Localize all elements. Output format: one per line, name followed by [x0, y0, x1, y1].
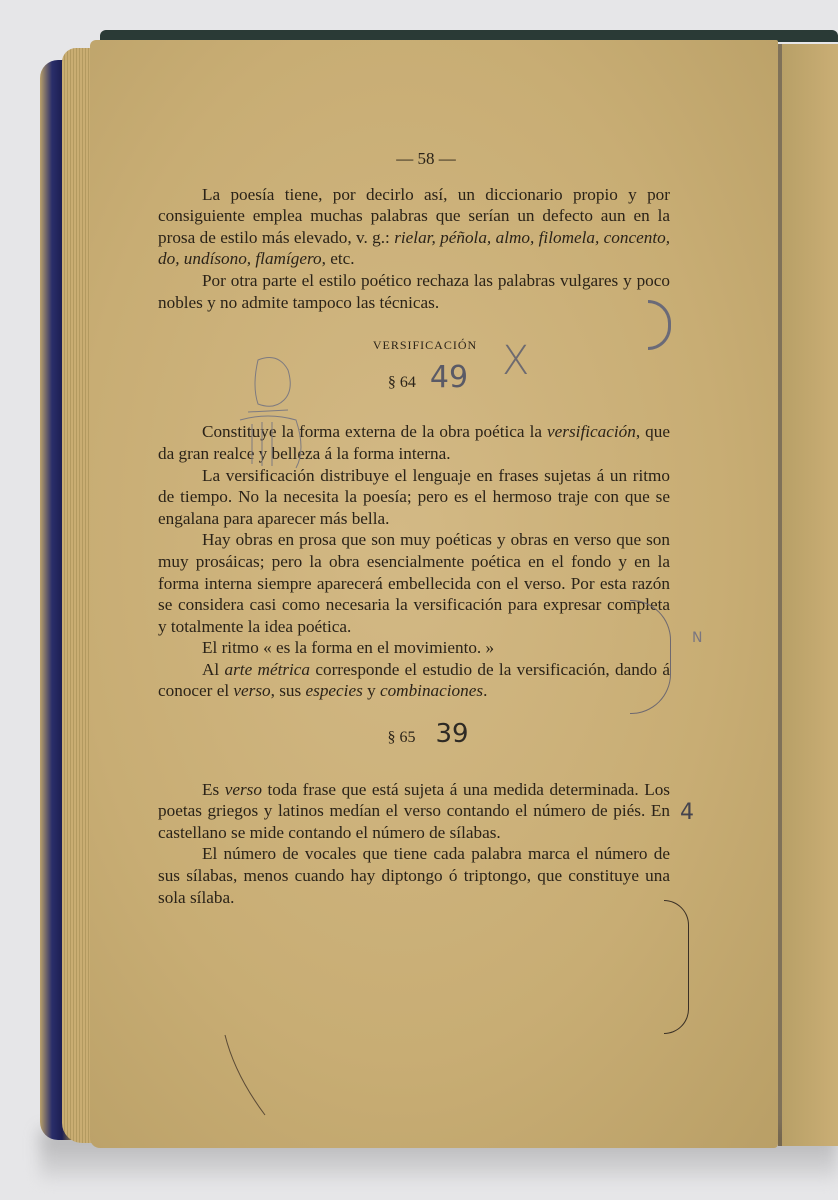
paragraph-versification-2: La versificación distribuye el lenguaje en frases sujetas á un ritmo de tiempo. No la necesita la poesía; pero es el hermoso traje con que se engalana para aparecer más bella. [158, 465, 670, 528]
section-heading: VERSIFICACIÓN [372, 338, 478, 353]
paragraph-syllables: El número de vocales que tiene cada palabra marca el número de sus sílabas, menos cuando hay diptongo ó triptongo, que constituye una sola sílaba. [158, 844, 670, 907]
pencil-note-mark: N [692, 630, 703, 646]
italic-term: verso [224, 779, 262, 799]
book-page-right-edge [782, 44, 838, 1146]
pencil-line-mark [220, 1030, 280, 1120]
handwritten-annotation: 49 [429, 359, 469, 395]
section-label: § 64 [387, 373, 416, 391]
paragraph-metric-art [158, 659, 670, 702]
section-number-65 [158, 719, 670, 750]
paragraph-text: . [483, 681, 488, 701]
paragraph-versification-3: Hay obras en prosa que son muy poéticas y obras en verso que son muy prosáicas; pero la obra esencialmente poética en el fondo y en la forma interna siempre aparecerá embellecida con el verso. Por esta razón se considera casi como necesaria la versificación para expresar completa y totalmente la idea poética. [158, 530, 670, 636]
paragraph-text: , que da gran realce y belleza á la forma interna. [158, 422, 670, 463]
italic-term: arte métrica [224, 659, 311, 679]
pencil-sketch-figure [218, 350, 318, 470]
pencil-note-mark: 4 [680, 800, 694, 825]
italic-term: versificación [547, 422, 636, 442]
pencil-cross-mark: X [502, 338, 530, 384]
paragraph-style: Por otra parte el estilo poético rechaza las palabras vulgares y poco nobles y no admite tampoco las técnicas. [158, 270, 670, 312]
paragraph-text: , etc. [321, 249, 355, 269]
section-label: § 65 [387, 729, 416, 747]
italic-term: verso [233, 681, 271, 701]
page-content [158, 148, 670, 908]
paragraph-text: toda frase que está sujeta á una medida determinada. Los poetas griegos y latinos medían el verso contando el número de piés. En castellano se mide contando el número de sílabas. [158, 779, 671, 842]
paragraph-vocabulary [158, 184, 670, 270]
paragraph-text: y [362, 681, 380, 701]
paragraph-rhythm: El ritmo « es la forma en el movimiento. » [202, 638, 495, 658]
paragraph-verse-definition [158, 779, 670, 844]
italic-term: combinaciones [379, 681, 484, 701]
handwritten-annotation: 39 [435, 719, 469, 750]
page-number: — 58 — [396, 149, 456, 168]
ink-bracket-mark [664, 900, 689, 1034]
paragraph-text: Constituye la forma externa de la obra poética la [202, 422, 548, 442]
italic-examples: rielar, péñola, almo, filomela, concento, do, undísono, flamígero [158, 227, 670, 269]
italic-term: especies [305, 681, 363, 701]
paragraph-text: Es [202, 779, 225, 799]
paragraph-text: corresponde el estudio de la versificación, dando á conocer el [158, 659, 670, 701]
paragraph-text: Al [202, 659, 225, 679]
paragraph-text: , sus [270, 681, 306, 701]
paragraph-text: La poesía tiene, por decirlo así, un diccionario propio y por consiguiente emplea muchas palabras que serían un defecto aun en la prosa de estilo más elevado, v. g.: [158, 184, 670, 247]
